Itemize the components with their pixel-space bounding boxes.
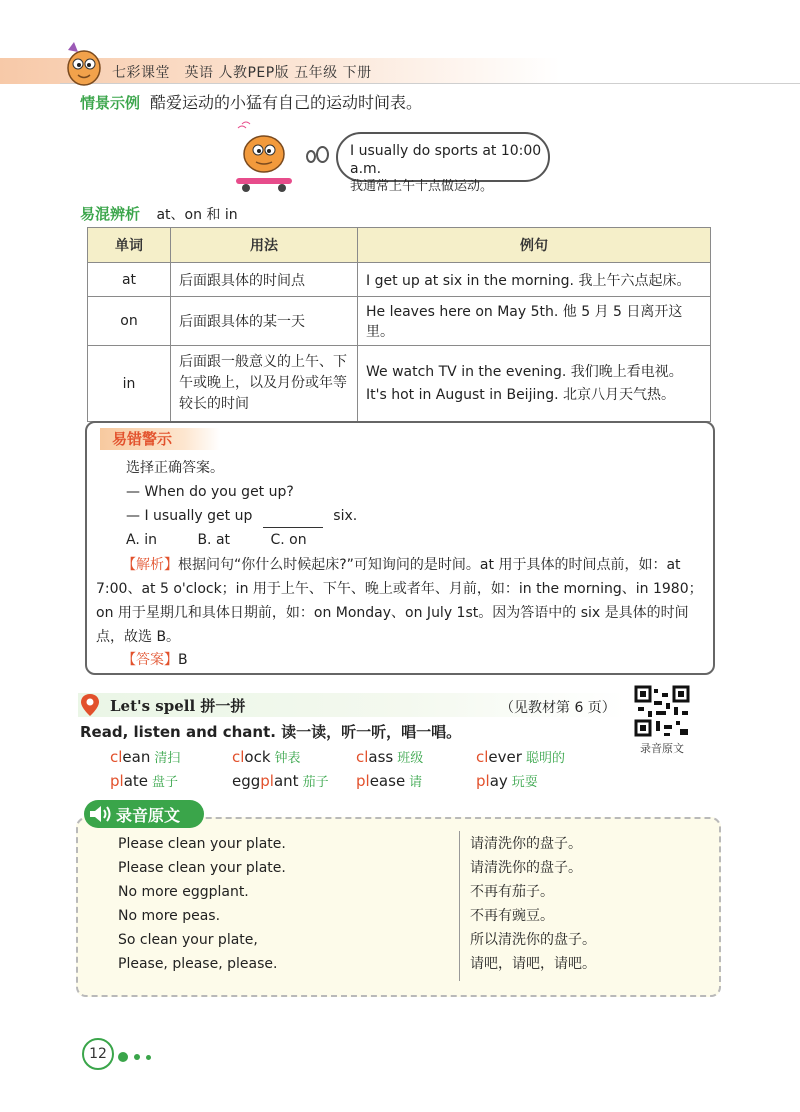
word-clock: clock 钟表 xyxy=(232,748,301,766)
spell-title: Let's spell 拼一拼 xyxy=(110,697,246,715)
speaker-icon[interactable] xyxy=(88,804,112,824)
table-cell-example: He leaves here on May 5th. 他 5 月 5 日离开这里。 xyxy=(358,297,711,346)
table-header: 用法 xyxy=(171,228,358,263)
table-cell-usage: 后面跟具体的某一天 xyxy=(171,297,358,346)
table-cell-usage: 后面跟一般意义的上午、下午或晚上，以及月份或年等较长的时间 xyxy=(171,346,358,422)
word-clean: clean 清扫 xyxy=(110,748,181,766)
confusion-heading: 易混辨析 at、on 和 in xyxy=(80,205,238,223)
qr-caption: 录音原文 xyxy=(640,742,684,755)
word-class: class 班级 xyxy=(356,748,424,766)
recording-line: 请清洗你的盘子。 xyxy=(470,860,582,876)
question-line-1: — When do you get up? xyxy=(126,484,294,500)
table-header: 单词 xyxy=(88,228,171,263)
qr-code-icon[interactable] xyxy=(634,685,690,737)
recording-line: So clean your plate, xyxy=(118,932,258,948)
word-plate: plate 盘子 xyxy=(110,772,179,790)
table-cell-example: We watch TV in the evening. 我们晚上看电视。 It's hot in August in Beijing. 北京八月天气热。 xyxy=(358,346,711,422)
recording-label: 录音原文 xyxy=(116,806,181,825)
spell-instruction: Read, listen and chant. 读一读，听一听，唱一唱。 xyxy=(80,723,462,741)
recording-line: 所以清洗你的盘子。 xyxy=(470,932,596,948)
word-clever: clever 聪明的 xyxy=(476,748,565,766)
recording-line: 请吧，请吧，请吧。 xyxy=(470,956,596,972)
page-number: 12 xyxy=(82,1038,114,1070)
mascot-logo-icon xyxy=(58,38,110,88)
recording-chinese xyxy=(470,832,596,976)
bubble-chinese: 我通常上午十点做运动。 xyxy=(350,179,494,194)
bubble-english: I usually do sports at 10:00 a.m. xyxy=(350,143,542,177)
table-cell-example: I get up at six in the morning. 我上午六点起床。 xyxy=(358,263,711,297)
table-cell-word: on xyxy=(88,297,171,346)
spell-reference: （见教材第 6 页） xyxy=(500,700,616,716)
bubble-dot xyxy=(306,150,316,163)
word-please: please 请 xyxy=(356,772,423,790)
scene-text: 酷爱运动的小猛有自己的运动时间表。 xyxy=(150,93,423,112)
character-skateboard-icon xyxy=(230,120,304,194)
option-c: C. on xyxy=(270,532,307,548)
recording-line: 不再有茄子。 xyxy=(470,884,554,900)
table-header: 例句 xyxy=(358,228,711,263)
option-a: A. in xyxy=(126,532,157,548)
recording-line: No more eggplant. xyxy=(118,884,249,900)
page-dot xyxy=(134,1054,140,1060)
page-dot xyxy=(118,1052,128,1062)
warning-instruction: 选择正确答案。 xyxy=(126,460,224,476)
header-divider xyxy=(60,83,800,84)
location-pin-icon xyxy=(80,693,100,717)
answer-blank xyxy=(263,505,323,528)
recording-divider xyxy=(459,831,460,981)
table-cell-word: at xyxy=(88,263,171,297)
recording-line: No more peas. xyxy=(118,908,221,924)
table-row xyxy=(88,263,711,297)
table-row xyxy=(88,297,711,346)
recording-english xyxy=(118,832,286,976)
analysis-text: 【解析】根据问句“你什么时候起床?”可知询问的是时间。at 用于具体的时间点前，如：at 7:00、at 5 o'clock；in 用于上午、下午、晚上或者年、月前，如：in the morning、in 1980；on 用于星期几和具体日期前，如：on Monday、on July 1st。因为答语中的 six 是具体的时间点，故选 B。 xyxy=(96,557,703,645)
table-header-row xyxy=(88,228,711,263)
scene-label: 情景示例 xyxy=(80,94,141,112)
speech-bubble xyxy=(336,132,550,194)
question-line-2: — I usually get up six. xyxy=(126,505,357,528)
page-dot xyxy=(146,1055,151,1060)
table-cell-usage: 后面跟具体的时间点 xyxy=(171,263,358,297)
recording-line: 请清洗你的盘子。 xyxy=(470,836,582,852)
word-play: play 玩耍 xyxy=(476,772,538,790)
recording-line: Please clean your plate. xyxy=(118,836,286,852)
options xyxy=(126,529,307,551)
warning-label: 易错警示 xyxy=(112,430,173,448)
word-eggplant: eggplant 茄子 xyxy=(232,772,329,790)
comparison-table xyxy=(87,227,711,422)
header-title: 七彩课堂 英语 人教PEP版 五年级 下册 xyxy=(112,65,372,81)
option-b: B. at xyxy=(197,532,231,548)
recording-line: 不再有豌豆。 xyxy=(470,908,554,924)
table-row xyxy=(88,346,711,422)
table-cell-word: in xyxy=(88,346,171,422)
bubble-dot xyxy=(316,146,329,163)
recording-line: Please, please, please. xyxy=(118,956,278,972)
recording-line: Please clean your plate. xyxy=(118,860,286,876)
answer-line: 【答案】B xyxy=(122,652,188,668)
